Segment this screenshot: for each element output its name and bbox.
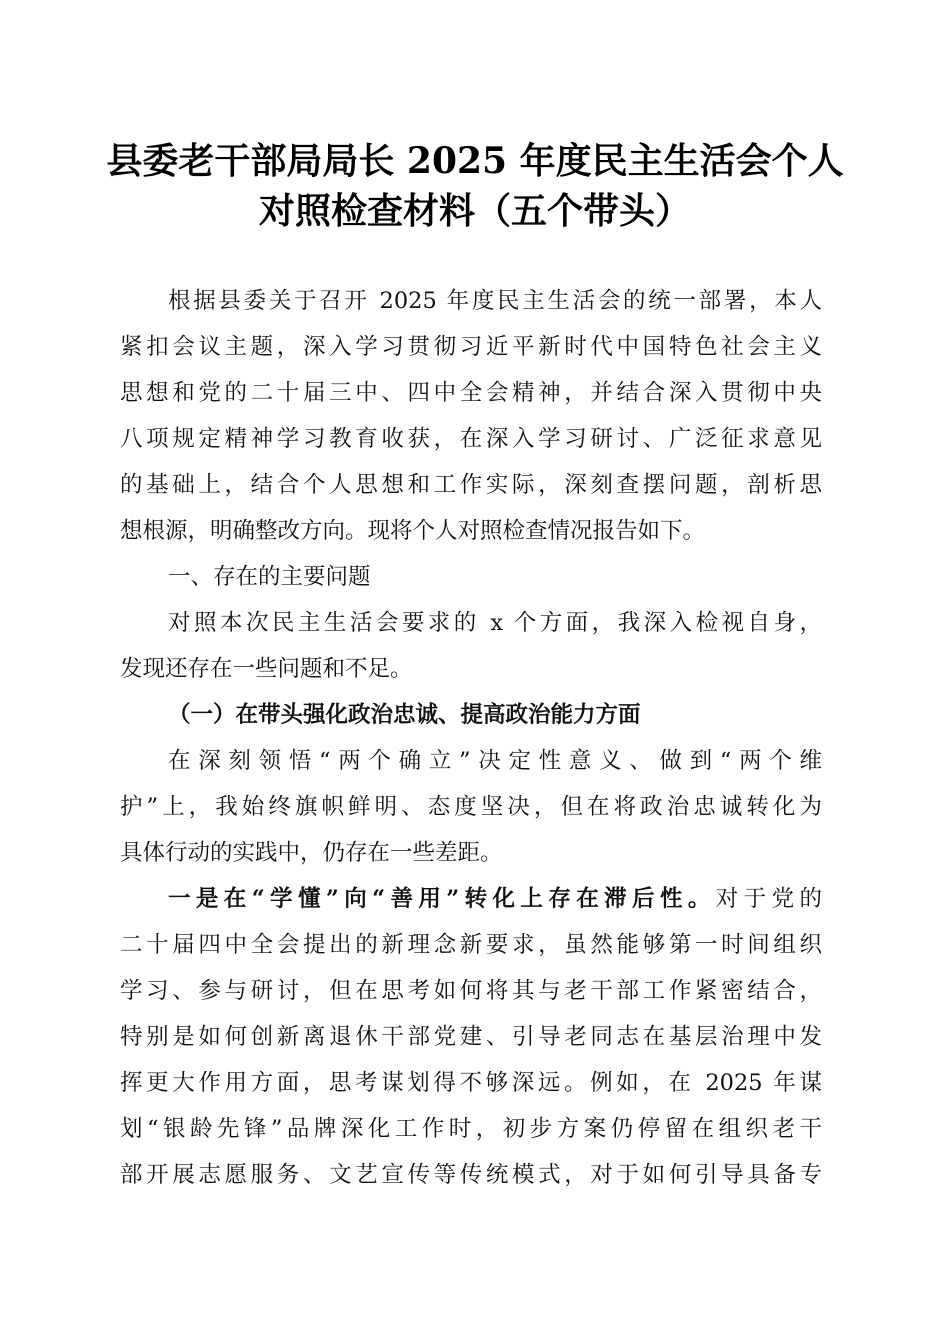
intro-line: 思想和党的二十届三中、四中全会精神，并结合深入贯彻中央 — [120, 380, 822, 406]
title-line-2: 对照检查材料（五个带头） — [258, 190, 691, 232]
intro-line: 八项规定精神学习教育收获，在深入学习研讨、广泛征求意见 — [120, 426, 822, 452]
subsection1-line: 在深刻领悟“两个确立”决定性意义、做到“两个维 — [168, 748, 822, 774]
intro-line: 的基础上，结合个人思想和工作实际，深刻查摆问题，剖析思 — [120, 472, 822, 498]
section1-line: 发现还存在一些问题和不足。 — [120, 656, 413, 682]
point1-first-rest: 对于党的 — [715, 886, 822, 912]
title-line-1: 县委老干部局局长 2025 年度民主生活会个人 — [106, 140, 844, 182]
subsection1-line: 具体行动的实践中，仍存在一些差距。 — [120, 840, 503, 866]
point1-first-line — [120, 876, 822, 922]
intro-line: 紧扣会议主题，深入学习贯彻习近平新时代中国特色社会主义 — [120, 334, 822, 360]
intro-line: 想根源，明确整改方向。现将个人对照检查情况报告如下。 — [120, 518, 706, 544]
document-title — [100, 136, 850, 236]
point1-line: 部开展志愿服务、文艺宣传等传统模式，对于如何引导具备专 — [120, 1162, 822, 1188]
point1-lead: 一是在“学懂”向“善用”转化上存在滞后性。 — [168, 886, 716, 912]
section1-line: 对照本次民主生活会要求的 x 个方面，我深入检视自身， — [168, 610, 822, 636]
point1-line: 学习、参与研讨，但在思考如何将其与老干部工作紧密结合， — [120, 978, 822, 1004]
point1-line: 挥更大作用方面，思考谋划得不够深远。例如，在 2025 年谋 — [120, 1070, 822, 1096]
document-body — [120, 278, 822, 1198]
subsection1-line: 护”上，我始终旗帜鲜明、态度坚决，但在将政治忠诚转化为 — [120, 794, 822, 820]
point1-line: 二十届四中全会提出的新理念新要求，虽然能够第一时间组织 — [120, 932, 822, 958]
intro-line: 根据县委关于召开 2025 年度民主生活会的统一部署，本人 — [168, 288, 822, 314]
point1-line: 特别是如何创新离退休干部党建、引导老同志在基层治理中发 — [120, 1024, 822, 1050]
subsection-heading-political-loyalty: （一）在带头强化政治忠诚、提高政治能力方面 — [168, 702, 641, 728]
point1-line: 划“银龄先锋”品牌深化工作时，初步方案仍停留在组织老干 — [120, 1116, 822, 1142]
section-heading-problems: 一、存在的主要问题 — [168, 564, 371, 590]
